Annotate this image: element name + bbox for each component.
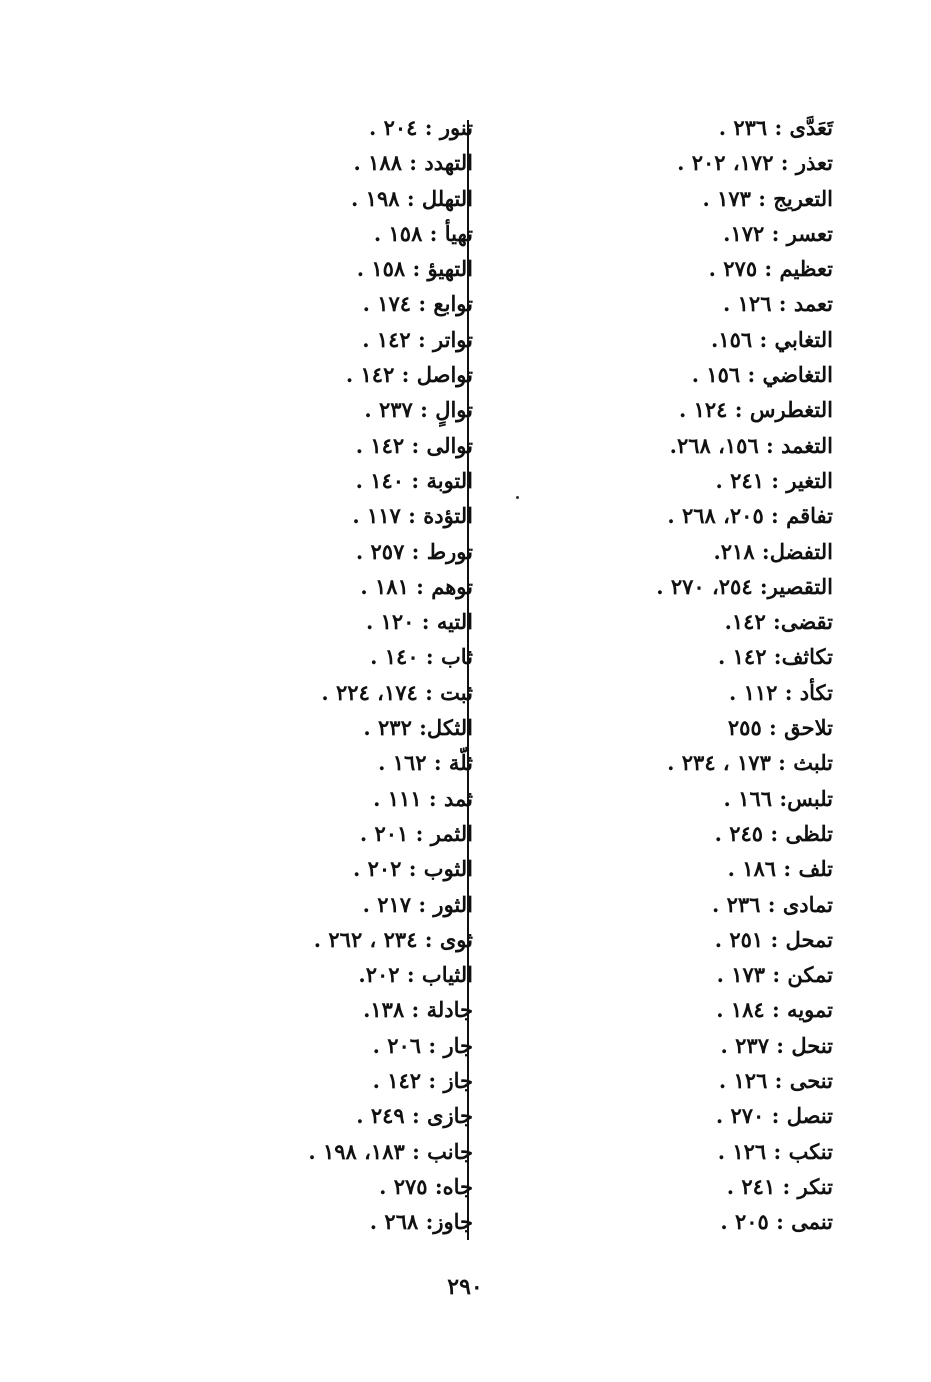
index-entry: تنمى : ٢٠٥ .: [720, 1209, 833, 1235]
index-entry: ثمد : ١١١ .: [373, 785, 473, 811]
index-entry: التغابي : ١٥٦.: [711, 326, 833, 352]
index-entry: التيه : ١٢٠ .: [365, 609, 473, 635]
index-entry: الثكل: ٢٣٢ .: [363, 715, 473, 741]
index-entry: ثاب : ١٤٠ .: [370, 644, 473, 670]
index-entry: التهلل : ١٩٨ .: [351, 185, 473, 211]
index-entry: التهيؤ : ١٥٨ .: [356, 256, 473, 282]
index-entry: تنكر : ٢٤١ .: [726, 1173, 833, 1199]
index-entry: تعذر : ١٧٢، ٢٠٢ .: [677, 150, 833, 176]
index-entry: تواتر : ١٤٢ .: [362, 326, 473, 352]
index-entry: التفضل: ٢١٨.: [713, 538, 833, 564]
index-entry: جار : ٢٠٦ .: [372, 1032, 473, 1058]
index-entry: التقصير: ٢٥٤، ٢٧٠ .: [656, 573, 833, 599]
index-entry: تمويه : ١٨٤ .: [716, 997, 833, 1023]
index-entry: التغير : ٢٤١ .: [715, 467, 833, 493]
index-entry: تنكب : ١٢٦ .: [717, 1138, 833, 1164]
index-entry: الثمر : ٢٠١ .: [359, 820, 473, 846]
index-entry: جاز : ١٤٢ .: [372, 1068, 473, 1094]
page-number: ٢٩٠: [447, 1274, 483, 1300]
index-entry: الثوب : ٢٠٢ .: [352, 856, 473, 882]
index-entry: التغطرس : ١٢٤ .: [679, 397, 833, 423]
index-entry: التؤدة : ١١٧ .: [352, 503, 473, 529]
index-entry: تعسر : ١٧٢.: [723, 220, 833, 246]
index-entry: التوبة : ١٤٠ .: [355, 467, 473, 493]
index-entry: تعمد : ١٢٦ .: [723, 291, 833, 317]
index-column-left: [273, 110, 473, 1240]
index-entry: جانب : ١٨٣، ١٩٨ .: [308, 1138, 473, 1164]
index-entry: ثوى : ٢٣٤ ، ٢٦٢ .: [313, 926, 473, 952]
index-entry: تلبث : ١٧٣ ، ٢٣٤ .: [667, 750, 833, 776]
index-entry: تكاثف: ١٤٢ .: [718, 644, 833, 670]
index-entry: جازى : ٢٤٩ .: [356, 1103, 473, 1129]
index-entry: تلاحق : ٢٥٥: [727, 715, 833, 741]
index-entry: توالٍ : ٢٣٧ .: [364, 397, 473, 423]
index-entry: التغاضي : ١٥٦ .: [691, 362, 833, 388]
index-entry: التعريج : ١٧٣ .: [702, 185, 833, 211]
index-entry: تمحل : ٢٥١ .: [714, 926, 833, 952]
index-entry: التهدد : ١٨٨ .: [353, 150, 473, 176]
index-entry: تلف : ١٨٦ .: [727, 856, 833, 882]
index-entry: تكأد : ١١٢ .: [728, 679, 833, 705]
ink-speck: [516, 496, 519, 499]
index-entry: الثياب : ٢٠٢.: [358, 962, 473, 988]
index-column-right: [533, 110, 833, 1240]
index-entry: تنحل : ٢٣٧ .: [720, 1032, 833, 1058]
index-entry: تهيأ : ١٥٨ .: [373, 220, 473, 246]
index-entry: جاه: ٢٧٥ .: [379, 1173, 473, 1199]
index-entry: توهم : ١٨١ .: [360, 573, 473, 599]
index-entry: تنور : ٢٠٤ .: [368, 115, 473, 140]
index-entry: توابع : ١٧٤ .: [362, 291, 473, 317]
index-entry: توالى : ١٤٢ .: [355, 432, 473, 458]
index-entry: تواصل : ١٤٢ .: [345, 362, 473, 388]
index-entry: تنحى : ١٢٦ .: [718, 1068, 833, 1094]
index-entry: تمادى : ٢٣٦ .: [711, 891, 833, 917]
index-entry: تنصل : ٢٧٠ .: [715, 1103, 833, 1129]
index-entry: تمكن : ١٧٣ .: [716, 962, 833, 988]
index-entry: الثور : ٢١٧ .: [362, 891, 473, 917]
index-entry: تفاقم : ٢٠٥، ٢٦٨ .: [667, 503, 833, 529]
index-entry: ثلّة : ١٦٢ .: [378, 750, 473, 776]
index-entry: التغمد : ١٥٦، ٢٦٨.: [669, 432, 833, 458]
index-entry: تَعَدَّى : ٢٣٦ .: [718, 115, 833, 140]
index-entry: جادلة : ١٣٨.: [363, 997, 473, 1023]
index-entry: تعظيم : ٢٧٥ .: [708, 256, 833, 282]
index-entry: جاوز: ٢٦٨ .: [369, 1209, 473, 1235]
index-entry: تلبس: ١٦٦ .: [723, 785, 833, 811]
index-entry: تقضى: ١٤٢.: [724, 609, 833, 635]
index-entry: ثبت : ١٧٤، ٢٢٤ .: [321, 679, 473, 705]
index-entry: تورط : ٢٥٧ .: [355, 538, 473, 564]
index-entry: تلظى : ٢٤٥ .: [714, 820, 833, 846]
